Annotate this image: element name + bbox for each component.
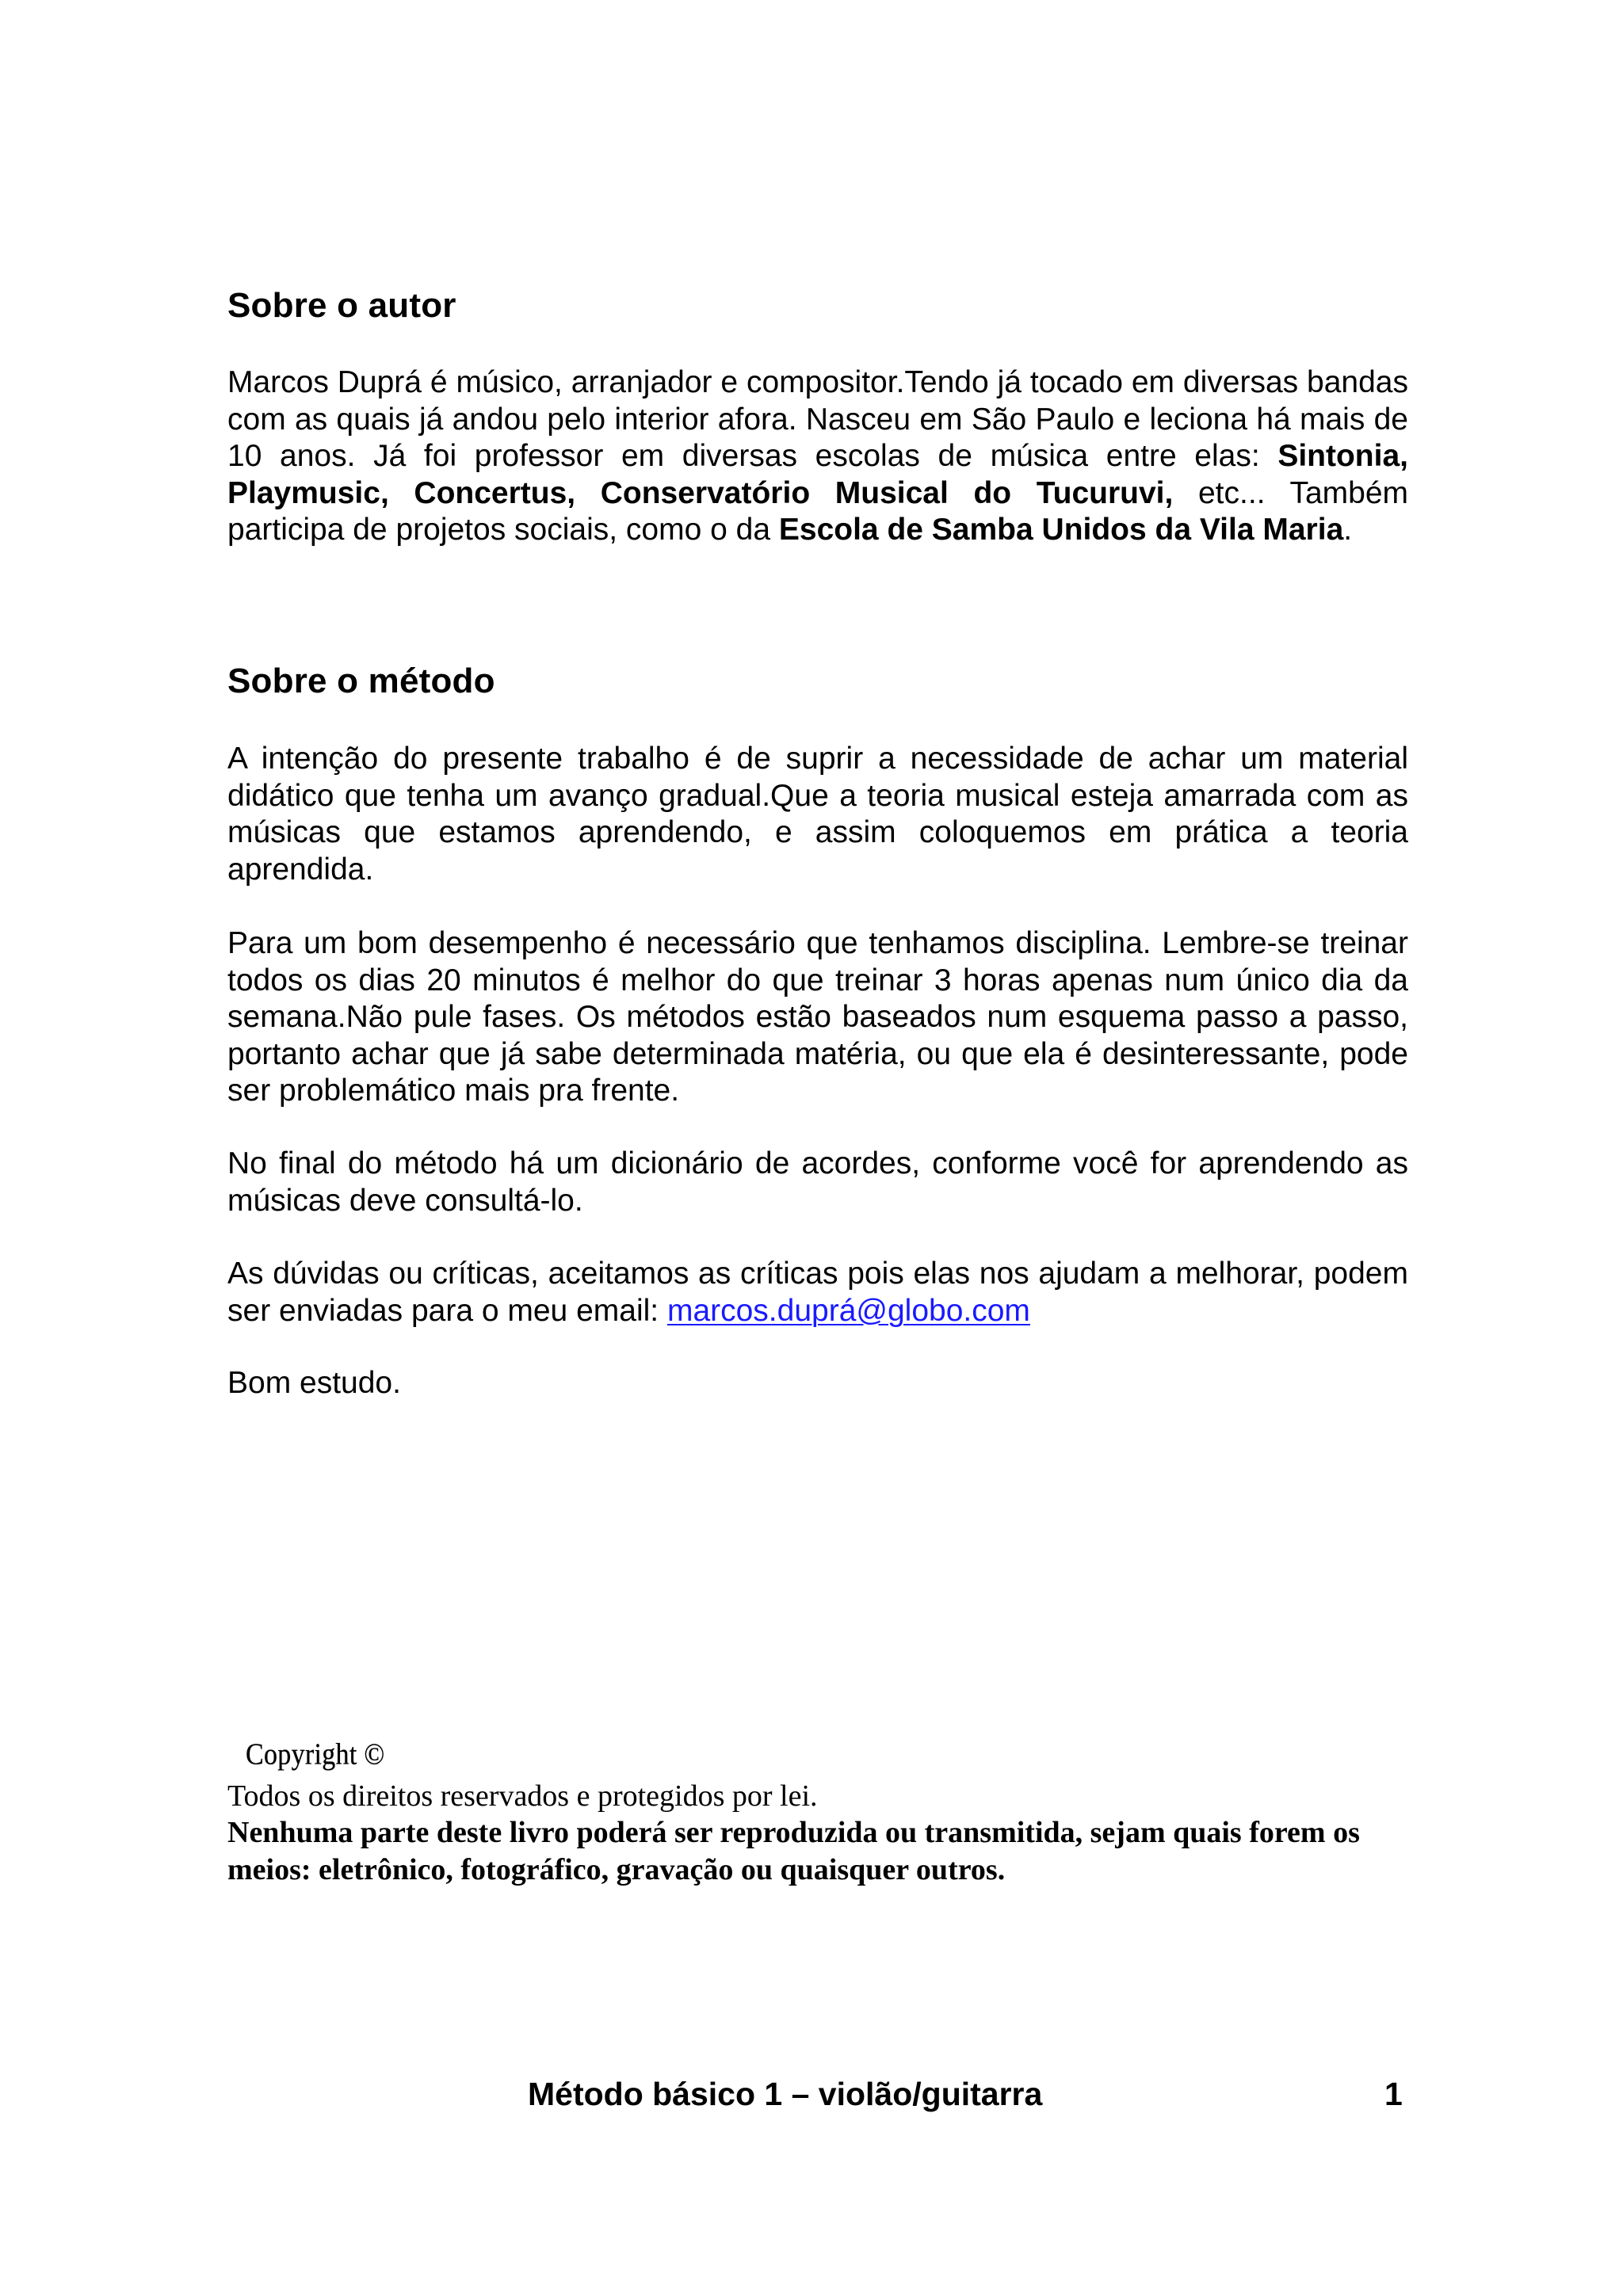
rights-reserved-text: Todos os direitos reservados e protegidos por lei. [227, 1779, 818, 1813]
method-paragraph-intention: A intenção do presente trabalho é de suprir a necessidade de achar um material didático que tenha um avanço gradual.Que a teoria musical esteja amarrada com as músicas que estamos aprendendo, e assim coloquemos em prática a teoria aprendida. [227, 742, 1408, 887]
about-author-text-3: . [1343, 513, 1353, 547]
contact-text: As dúvidas ou críticas, aceitamos as críticas pois elas nos ajudam a melhorar, podem ser enviadas para o meu email: [227, 1257, 1408, 1328]
method-paragraph-chord-dictionary: No final do método há um dicionário de acordes, conforme você for aprendendo as músicas deve consultá-lo. [227, 1146, 1408, 1218]
copyright-label: Copyright © [246, 1738, 385, 1772]
reproduction-warning: Nenhuma parte deste livro poderá ser reproduzida ou transmitida, sejam quais forem os meios: eletrônico, fotográfico, gravação ou quaisquer outros. [227, 1816, 1360, 1886]
method-paragraph-contact [227, 1256, 1408, 1329]
page-number: 1 [1384, 2076, 1403, 2112]
schools-list: Sintonia, Playmusic, Concertus, Conservatório Musical do Tucuruvi, [227, 439, 1408, 510]
about-author-heading: Sobre o autor [227, 286, 456, 325]
email-link[interactable]: marcos.duprá@globo.com [666, 1293, 1030, 1328]
about-method-heading: Sobre o método [227, 662, 495, 700]
about-author-text-1: Marcos Duprá é músico, arranjador e compositor.Tendo já tocado em diversas bandas com as quais já andou pelo interior afora. Nasceu em São Paulo e leciona há mais de 10 anos. Já foi professor em diversas escolas de música entre elas: [227, 365, 1408, 474]
footer-book-title: Método básico 1 – violão/guitarra [528, 2076, 1043, 2112]
about-author-text-2: etc... Também participa de projetos sociais, como o da [227, 475, 1408, 547]
closing-text: Bom estudo. [227, 1366, 401, 1400]
about-author-paragraph [227, 364, 1408, 549]
method-paragraph-discipline: Para um bom desempenho é necessário que tenhamos disciplina. Lembre-se treinar todos os dias 20 minutos é melhor do que treinar 3 horas apenas num único dia da semana.Não pule fases. Os métodos estão baseados num esquema passo a passo, portanto achar que já sabe determinada matéria, ou que ela é desinteressante, pode ser problemático mais pra frente. [227, 926, 1408, 1108]
social-project-name: Escola de Samba Unidos da Vila Maria [778, 513, 1344, 547]
